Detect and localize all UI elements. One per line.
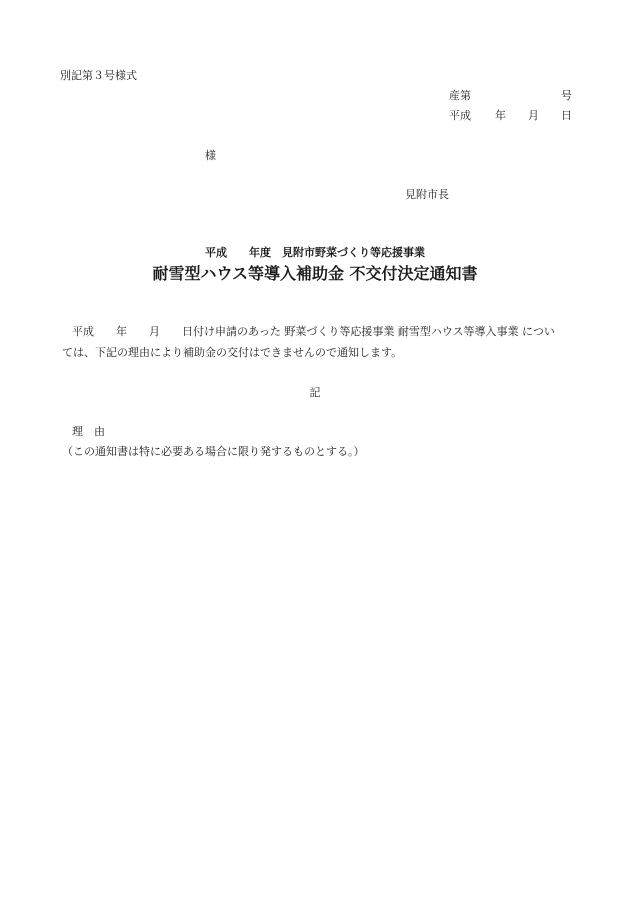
date-era: 平成 bbox=[449, 109, 471, 122]
addressee-honorific: 様 bbox=[205, 149, 216, 162]
document-title: 耐雪型ハウス等導入補助金 不交付決定通知書 bbox=[152, 264, 478, 283]
issue-date bbox=[449, 109, 572, 123]
document-subtitle: 平成 年度 見附市野菜づくり等応援事業 bbox=[205, 246, 425, 259]
issuer-name: 見附市長 bbox=[405, 188, 449, 201]
document-number-prefix: 産第 bbox=[449, 89, 471, 102]
date-month: 月 bbox=[528, 109, 539, 122]
reason-note: （この通知書は特に必要ある場合に限り発するものとする。） bbox=[62, 445, 365, 458]
document-number bbox=[449, 89, 572, 103]
date-year: 年 bbox=[495, 109, 506, 122]
document-number-suffix: 号 bbox=[561, 89, 572, 102]
body-text-line-2: ては、下記の理由により補助金の交付はできませんので通知します。 bbox=[62, 346, 403, 359]
reason-label: 理 由 bbox=[72, 425, 105, 438]
date-day: 日 bbox=[561, 109, 572, 122]
body-text-line-1: 平成 年 月 日付け申請のあった 野菜づくり等応援事業 耐雪型ハウス等導入事業 につい bbox=[72, 325, 555, 338]
ki-heading: 記 bbox=[309, 386, 321, 399]
form-number: 別記第３号様式 bbox=[60, 69, 137, 82]
